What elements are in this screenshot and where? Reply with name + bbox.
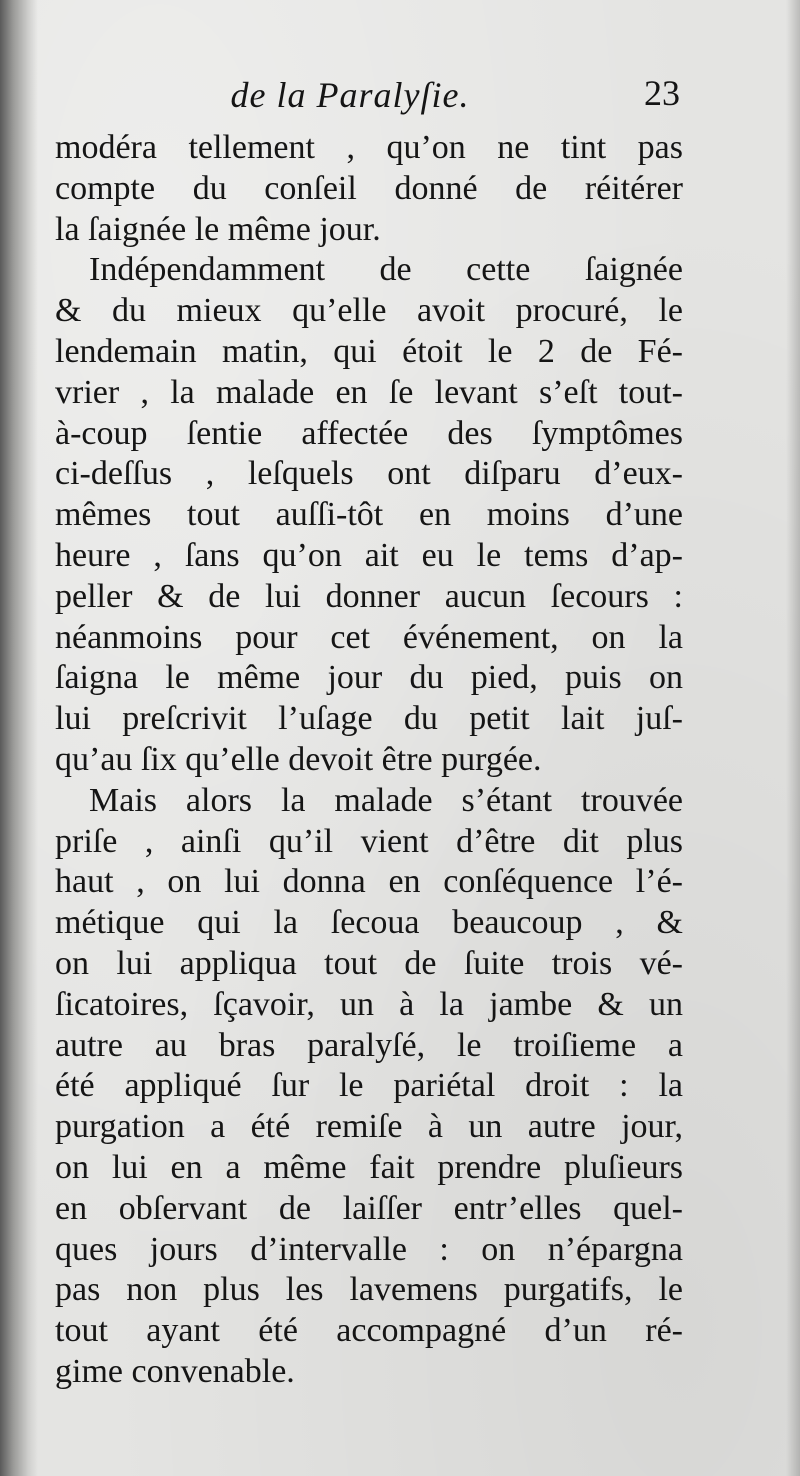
page-edge-shadow xyxy=(786,0,800,1476)
text-line: Indépendamment de cette ſaignée xyxy=(89,251,683,289)
binding-gutter-shadow xyxy=(0,0,38,1476)
text-line: pas non plus les lavemens purgatifs, le xyxy=(55,1271,683,1309)
text-line: compte du conſeil donné de réitérer xyxy=(55,169,683,207)
text-line: & du mieux qu’elle avoit procuré, le xyxy=(55,292,683,330)
text-line: ques jours d’intervalle : on n’épargna xyxy=(55,1230,683,1268)
text-line: ſaigna le même jour du pied, puis on xyxy=(55,659,683,697)
text-line: été appliqué ſur le pariétal droit : la xyxy=(55,1067,683,1105)
text-line: ci-deſſus , leſquels ont diſparu d’eux- xyxy=(55,455,683,493)
text-line: autre au bras paralyſé, le troiſieme a xyxy=(55,1026,683,1064)
text-line: heure , ſans qu’on ait eu le tems d’ap- xyxy=(55,536,683,574)
page-number: 23 xyxy=(644,73,680,113)
text-line: la ſaignée le même jour. xyxy=(55,210,381,248)
text-line: néanmoins pour cet événement, on la xyxy=(55,618,683,656)
text-line: Mais alors la malade s’étant trouvée xyxy=(89,781,683,819)
text-line: ſicatoires, ſçavoir, un à la jambe & un xyxy=(55,985,683,1023)
body-text xyxy=(55,128,683,1393)
text-line: purgation a été remiſe à un autre jour, xyxy=(55,1108,683,1146)
text-line: haut , on lui donna en conſéquence l’é- xyxy=(55,863,683,901)
text-line: tout ayant été accompagné d’un ré- xyxy=(55,1312,683,1350)
text-line: gime convenable. xyxy=(55,1352,295,1390)
text-line: qu’au ſix qu’elle devoit être purgée. xyxy=(55,740,542,778)
text-line: peller & de lui donner aucun ſecours : xyxy=(55,577,683,615)
text-line: lui preſcrivit l’uſage du petit lait juſ- xyxy=(55,700,683,738)
running-head: de la Paralyſie. xyxy=(230,75,470,115)
text-line: en obſervant de laiſſer entr’elles quel- xyxy=(55,1189,683,1227)
text-line: mêmes tout auſſi-tôt en moins d’une xyxy=(55,496,683,534)
text-line: lendemain matin, qui étoit le 2 de Fé- xyxy=(55,332,683,370)
text-line: vrier , la malade en ſe levant s’eſt tout- xyxy=(55,373,683,411)
text-line: modéra tellement , qu’on ne tint pas xyxy=(55,129,683,166)
text-line: à-coup ſentie affectée des ſymptômes xyxy=(55,414,683,452)
text-line: métique qui la ſecoua beaucoup , & xyxy=(55,904,683,942)
text-line: on lui appliqua tout de ſuite trois vé- xyxy=(55,944,683,982)
text-line: on lui en a même fait prendre pluſieurs xyxy=(55,1148,683,1186)
text-line: priſe , ainſi qu’il vient d’être dit plus xyxy=(55,822,683,860)
